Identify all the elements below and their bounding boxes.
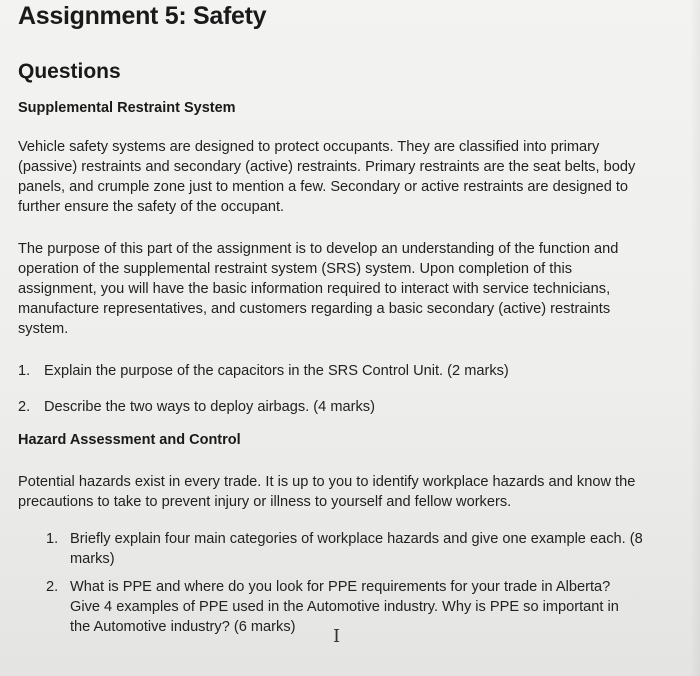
text-line: Give 4 examples of PPE used in the Automotive industry. Why is PPE so important in: [70, 599, 619, 615]
question-text: Explain the purpose of the capacitors in the SRS Control Unit. (2 marks): [44, 363, 509, 379]
srs-paragraph-1: [18, 137, 678, 217]
text-line: system.: [18, 321, 69, 337]
hazard-paragraph: [18, 472, 678, 512]
text-line: panels, and crumple zone just to mention a few. Secondary or active restraints are designed to: [18, 179, 629, 195]
text-line: What is PPE and where do you look for PPE requirements for your trade in Alberta?: [70, 579, 611, 595]
text-line: further ensure the safety of the occupant.: [18, 199, 285, 215]
section-heading-srs: Supplemental Restraint System: [18, 100, 236, 116]
text-cursor-icon: I: [333, 626, 341, 647]
srs-paragraph-2: [18, 239, 678, 339]
text-line: precautions to take to prevent injury or illness to yourself and fellow workers.: [18, 494, 512, 510]
list-number: 1.: [46, 531, 59, 547]
section-heading-hazard: Hazard Assessment and Control: [18, 432, 241, 448]
question-text: [70, 529, 643, 569]
text-line: Briefly explain four main categories of workplace hazards and give one example each. (8: [70, 531, 643, 547]
text-line: the Automotive industry? (6 marks): [70, 619, 296, 635]
questions-heading: Questions: [18, 60, 121, 83]
photo-edge-shadow: [690, 0, 700, 676]
text-line: operation of the supplemental restraint system (SRS) system. Upon completion of this: [18, 261, 572, 277]
text-line: Potential hazards exist in every trade. It is up to you to identify workplace hazards and know the: [18, 474, 636, 490]
page-title: Assignment 5: Safety: [18, 2, 267, 30]
text-line: (passive) restraints and secondary (active) restraints. Primary restraints are the seat belts, body: [18, 159, 636, 175]
question-text: [70, 577, 619, 637]
list-number: 2.: [18, 399, 31, 415]
text-line: Vehicle safety systems are designed to protect occupants. They are classified into primary: [18, 139, 600, 155]
text-line: manufacture representatives, and customers regarding a basic secondary (active) restraints: [18, 301, 611, 317]
question-text: Describe the two ways to deploy airbags. (4 marks): [44, 399, 375, 415]
text-line: assignment, you will have the basic information required to interact with service technicians,: [18, 281, 611, 297]
text-line: The purpose of this part of the assignment is to develop an understanding of the function and: [18, 241, 619, 257]
list-number: 1.: [18, 363, 31, 379]
list-number: 2.: [46, 579, 59, 595]
text-line: marks): [70, 551, 115, 567]
